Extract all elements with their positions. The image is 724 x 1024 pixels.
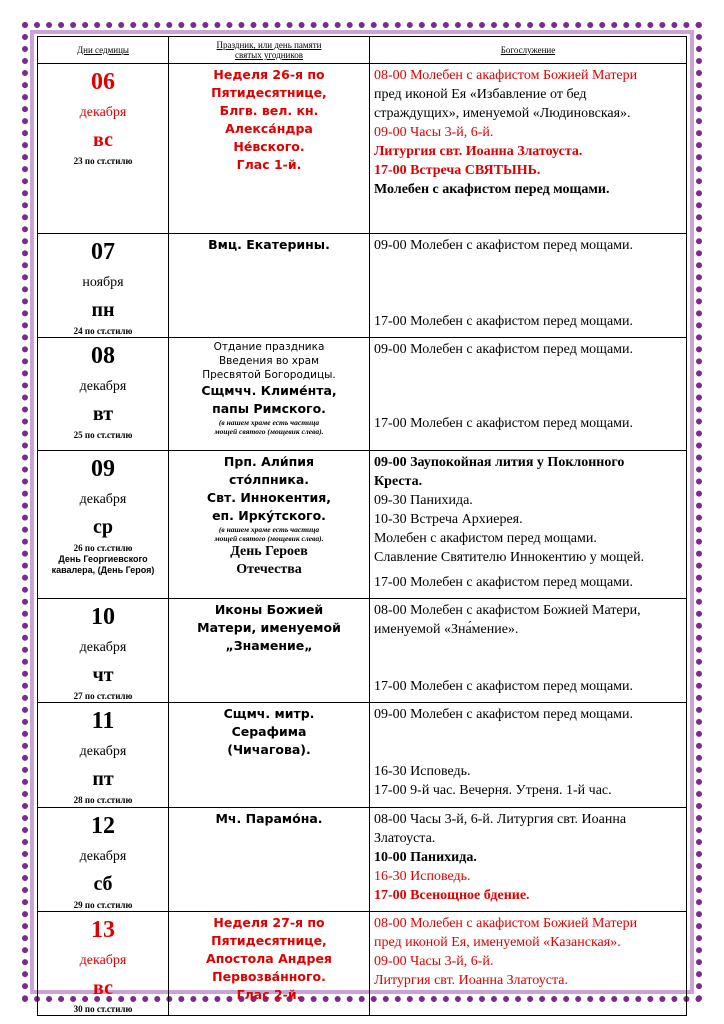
feast-cell: Прп. Али́пия сто́лпника. Свт. Иннокентия, еп. Ирку́тского. (в нашем храме есть частица мощей святого (мощевик слева). День Героев Отечества	[169, 451, 370, 599]
service-cell: 08-00 Часы 3-й, 6-й. Литургия свт. Иоанна Златоуста. 10-00 Панихида. 16-30 Исповедь. 17-00 Всенощное бдение.	[370, 808, 687, 912]
day-cell: 11 декабря пт 28 по ст.стилю	[38, 703, 169, 808]
day-cell: 13 декабря вс 30 по ст.стилю	[38, 912, 169, 1016]
feast-cell: Иконы Божией Матери, именуемой „Знамение„	[169, 599, 370, 703]
day-cell: 12 декабря сб 29 по ст.стилю	[38, 808, 169, 912]
feast-cell: Вмц. Екатерины.	[169, 234, 370, 338]
table-row	[38, 703, 687, 808]
table-row	[38, 912, 687, 1016]
table-row	[38, 64, 687, 234]
day-cell: 08 декабря вт 25 по ст.стилю	[38, 338, 169, 451]
feast-cell: Неделя 26-я по Пятидесятнице, Блгв. вел. кн. Алекса́ндра Не́вского. Глас 1-й.	[169, 64, 370, 234]
day-cell: 06 декабря вс 23 по ст.стилю	[38, 64, 169, 234]
service-cell: 08-00 Молебен с акафистом Божией Матери, именуемой «Зна́мение». 17-00 Молебен с акафистом перед мощами.	[370, 599, 687, 703]
day-cell: 09 декабря ср 26 по ст.стилю День Георгиевского кавалера, (День Героя)	[38, 451, 169, 599]
service-cell: 09-00 Заупокойная лития у Поклонного Креста. 09-30 Панихида. 10-30 Встреча Архиерея. Молебен с акафистом перед мощами. Славление Святителю Иннокентию у мощей. 17-00 Молебен с акафистом перед мощами.	[370, 451, 687, 599]
header-service: Богослужение	[370, 37, 687, 64]
header-days: Дни седмицы	[38, 37, 169, 64]
table-row	[38, 599, 687, 703]
day-cell: 10 декабря чт 27 по ст.стилю	[38, 599, 169, 703]
table-row	[38, 451, 687, 599]
feast-cell: Отдание праздника Введения во храм Пресвятой Богородицы. Сщмчч. Климе́нта, папы Римского. (в нашем храме есть частица мощей святого (мощевик слева).	[169, 338, 370, 451]
service-cell: 08-00 Молебен с акафистом Божией Матери пред иконой Ея, именуемой «Казанская». 09-00 Часы 3-й, 6-й. Литургия свт. Иоанна Златоуста.	[370, 912, 687, 1016]
service-cell: 08-00 Молебен с акафистом Божией Матери пред иконой Ея «Избавление от бед страждущих», именуемой «Людиновская». 09-00 Часы 3-й, 6-й. Литургия свт. Иоанна Златоуста. 17-00 Встреча СВЯТЫНЬ. Молебен с акафистом перед мощами.	[370, 64, 687, 234]
service-cell: 09-00 Молебен с акафистом перед мощами. 17-00 Молебен с акафистом перед мощами.	[370, 234, 687, 338]
table-row	[38, 808, 687, 912]
service-cell: 09-00 Молебен с акафистом перед мощами. 16-30 Исповедь. 17-00 9-й час. Вечерня. Утреня. 1-й час.	[370, 703, 687, 808]
schedule-table	[37, 36, 687, 1016]
feast-cell: Неделя 27-я по Пятидесятнице, Апостола Андрея Первозва́нного. Глас 2-й.	[169, 912, 370, 1016]
day-cell: 07 ноября пн 24 по ст.стилю	[38, 234, 169, 338]
table-row	[38, 338, 687, 451]
feast-cell: Мч. Парамо́на.	[169, 808, 370, 912]
table-row	[38, 234, 687, 338]
table-header	[38, 37, 687, 64]
service-cell: 09-00 Молебен с акафистом перед мощами. 17-00 Молебен с акафистом перед мощами.	[370, 338, 687, 451]
feast-cell: Сщмч. митр. Серафима (Чичагова).	[169, 703, 370, 808]
header-feast: Праздник, или день памяти святых угодников	[169, 37, 370, 64]
